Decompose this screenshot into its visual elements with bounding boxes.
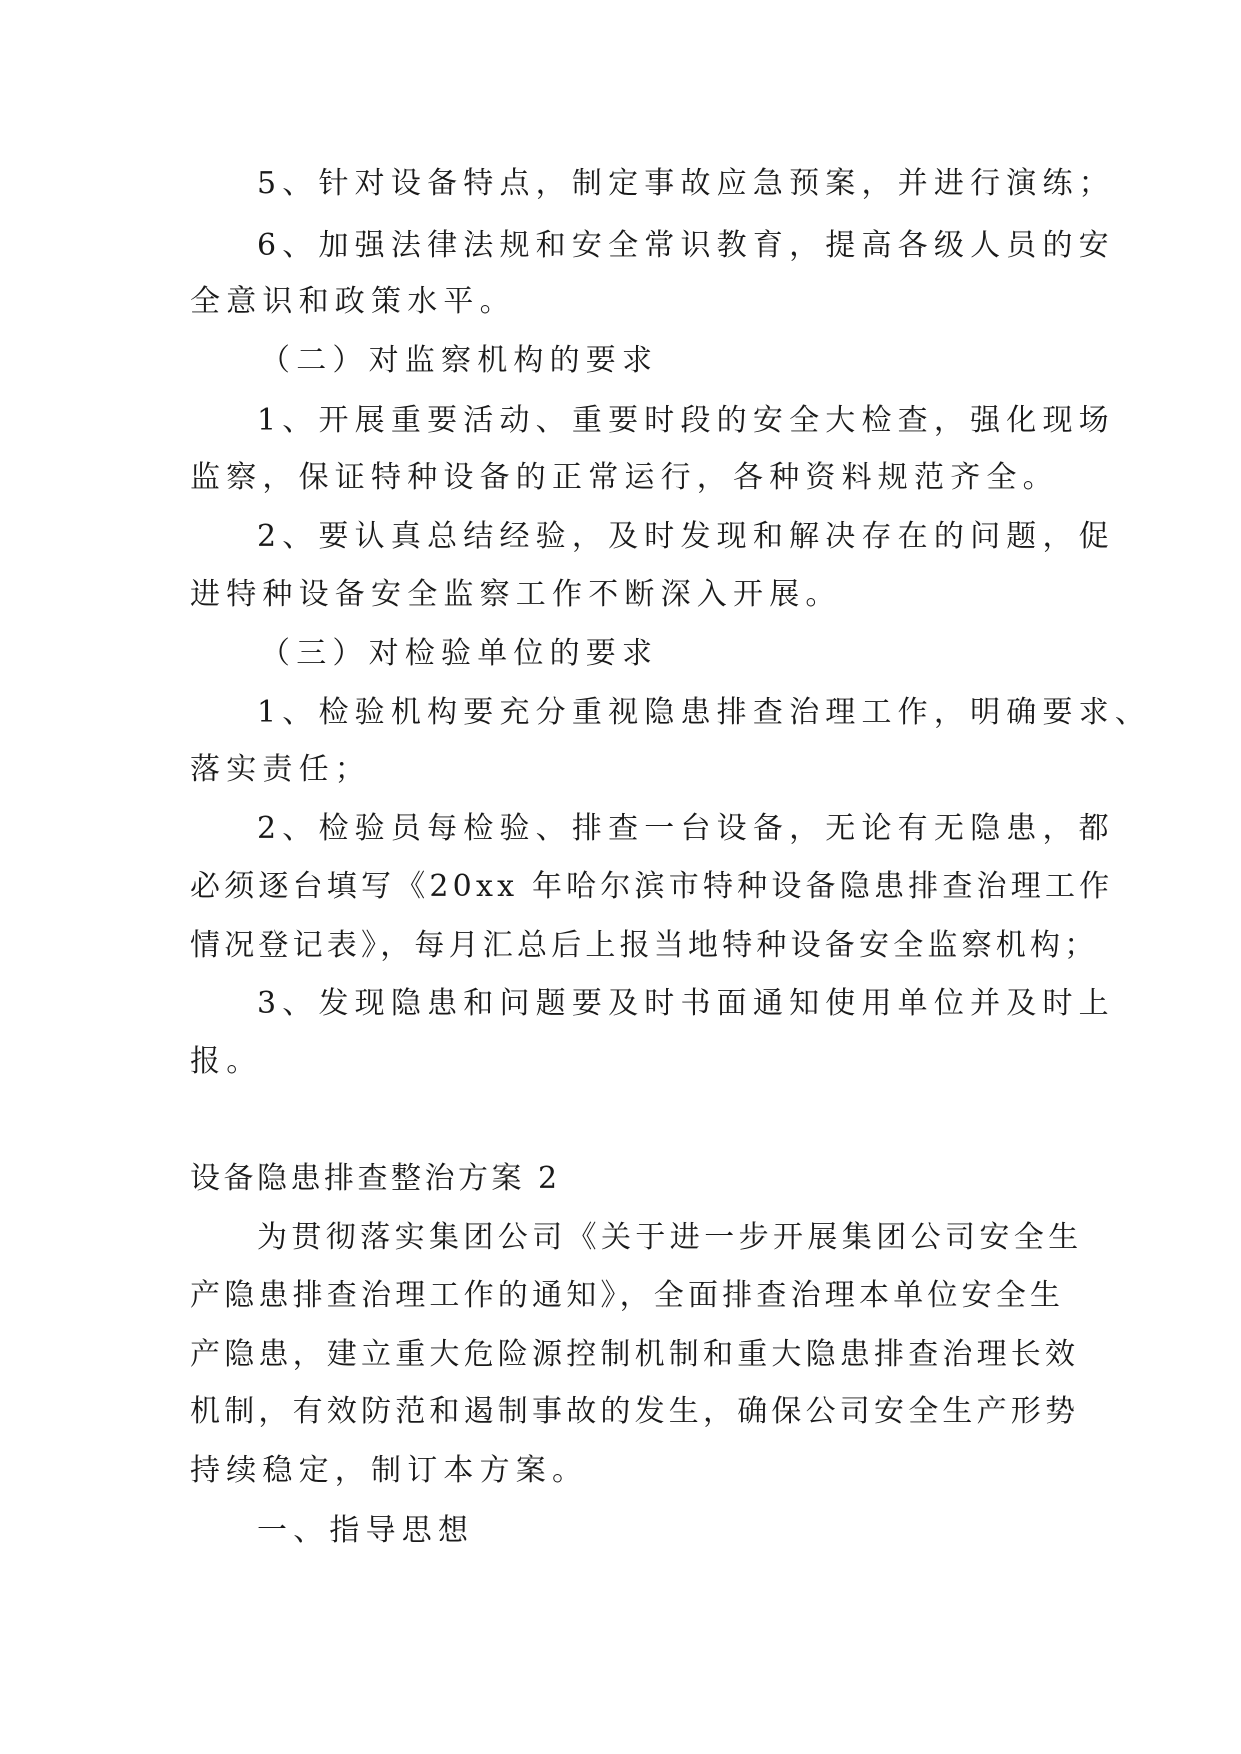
paragraph-line: 机制，有效防范和遏制事故的发生，确保公司安全生产形势 <box>190 1394 1080 1429</box>
paragraph-line: 报。 <box>190 1044 263 1079</box>
paragraph-line: 持续稳定，制订本方案。 <box>190 1453 589 1488</box>
section-heading: （二）对监察机构的要求 <box>260 343 659 378</box>
paragraph-line: 6、加强法律法规和安全常识教育，提高各级人员的安 <box>257 228 1115 263</box>
paragraph-line: 情况登记表》，每月汇总后上报当地特种设备安全监察机构； <box>190 928 1099 963</box>
paragraph-line: 1、开展重要活动、重要时段的安全大检查，强化现场 <box>257 403 1115 438</box>
document-title: 设备隐患排查整治方案 2 <box>190 1161 561 1196</box>
paragraph-line: 为贯彻落实集团公司《关于进一步开展集团公司安全生 <box>257 1220 1083 1255</box>
paragraph-line: 2、检验员每检验、排查一台设备，无论有无隐患，都 <box>257 811 1115 846</box>
paragraph-line: 落实责任； <box>190 752 371 787</box>
paragraph-line: 产隐患，建立重大危险源控制机制和重大隐患排查治理长效 <box>190 1337 1080 1372</box>
paragraph-line: 全意识和政策水平。 <box>190 284 516 319</box>
section-heading: 一、指导思想 <box>257 1513 475 1548</box>
paragraph-line: 1、检验机构要充分重视隐患排查治理工作，明确要求、 <box>257 695 1152 730</box>
paragraph-line: 产隐患排查治理工作的通知》，全面排查治理本单位安全生 <box>190 1278 1065 1313</box>
section-heading: （三）对检验单位的要求 <box>260 636 659 671</box>
paragraph-line: 必须逐台填写《20xx 年哈尔滨市特种设备隐患排查治理工作 <box>190 869 1114 904</box>
paragraph-line: 监察，保证特种设备的正常运行，各种资料规范齐全。 <box>190 460 1059 495</box>
paragraph-line: 进特种设备安全监察工作不断深入开展。 <box>190 577 842 612</box>
paragraph-line: 3、发现隐患和问题要及时书面通知使用单位并及时上 <box>257 986 1115 1021</box>
paragraph-line: 5、针对设备特点，制定事故应急预案，并进行演练； <box>257 166 1115 201</box>
paragraph-line: 2、要认真总结经验，及时发现和解决存在的问题，促 <box>257 519 1115 554</box>
